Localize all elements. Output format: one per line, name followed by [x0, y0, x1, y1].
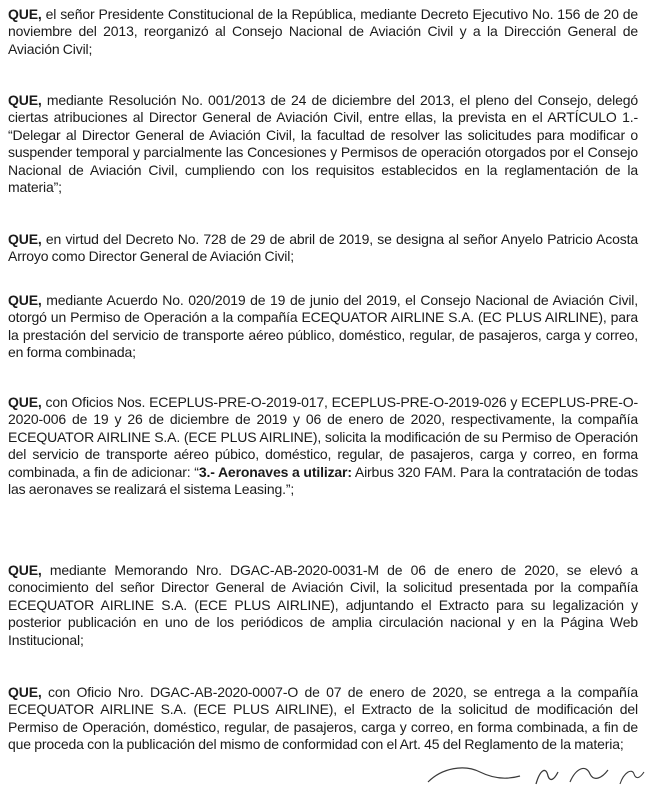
- paragraph-text: mediante Memorando Nro. DGAC-AB-2020-0031-M de 06 de enero de 2020, se elevó a conocimiento del señor Director General de Aviación Civil, la solicitud presentada por la compañía ECEQUATOR AIRLINE S.A. (ECE PLUS AIRLINE), adjuntando el Extracto para su legalización y posterior publicación en uno de los periódicos de amplia circulación nacional y en la Página Web Institucional;: [8, 562, 638, 648]
- paragraph-text: el señor Presidente Constitucional de la República, mediante Decreto Ejecutivo No. 156 de 20 de noviembre del 2013, reorganizó al Consejo Nacional de Aviación Civil y a la Dirección General de Aviación Civil;: [8, 6, 638, 57]
- paragraph-decreto-ejecutivo: [8, 6, 638, 58]
- paragraph-emphasis: 3.- Aeronaves a utilizar:: [198, 463, 352, 480]
- paragraph-lead: QUE,: [8, 292, 42, 308]
- paragraph-lead: QUE,: [8, 6, 42, 22]
- paragraph-text: en virtud del Decreto No. 728 de 29 de abril de 2019, se designa al señor Anyelo Patricio Acosta Arroyo como Director General de Aviación Civil;: [8, 231, 638, 265]
- paragraph-lead: QUE,: [8, 684, 42, 700]
- handwritten-signature: [420, 762, 649, 786]
- paragraph-memorando: [8, 562, 638, 649]
- paragraph-text: mediante Acuerdo No. 020/2019 de 19 de junio del 2019, el Consejo Nacional de Aviación Civil, otorgó un Permiso de Operación a la compañía ECEQUATOR AIRLINE S.A. (EC PLUS AIRLINE), para la prestación del servicio de transporte aéreo público, doméstico, regular, de pasajeros, carga y correo, en forma combinada;: [8, 292, 638, 361]
- paragraph-lead: QUE,: [8, 92, 42, 108]
- paragraph-text: mediante Resolución No. 001/2013 de 24 de diciembre del 2013, el pleno del Consejo, delegó ciertas atribuciones al Director General de Aviación Civil, entre ellas, la prevista en el ARTÍCULO 1.- “Delegar al Director General de Aviación Civil, la facultad de resolver las solicitudes para modificar o suspender temporal y parcialmente las Concesiones y Permisos de operación otorgados por el Consejo Nacional de Aviación Civil, cumpliendo con los requisitos establecidos en la reglamentación de la materia”;: [8, 92, 638, 196]
- paragraph-lead: QUE,: [8, 562, 42, 578]
- paragraph-tail: Airbus 320 FAM. Para la contratación de todas las aeronaves se realizará el sistema Leasing.”;: [8, 463, 639, 498]
- paragraph-resolucion-delegacion: [8, 92, 638, 196]
- paragraph-lead: QUE,: [8, 231, 42, 247]
- paragraph-text: con Oficio Nro. DGAC-AB-2020-0007-O de 07 de enero de 2020, se entrega a la compañía ECEQUATOR AIRLINE S.A. (ECE PLUS AIRLINE), el Extracto de la solicitud de modificación del Permiso de Operación, doméstico, regular, de pasajeros, carga y correo, en forma combinada, a fin de que proceda con la publicación del mismo de conformidad con el Art. 45 del Reglamento de la materia;: [8, 684, 638, 753]
- paragraph-acuerdo-permiso: [8, 292, 638, 362]
- paragraph-text: con Oficios Nos. ECEPLUS-PRE-O-2019-017, ECEPLUS-PRE-O-2019-026 y ECEPLUS-PRE-O-2020-006 de 19 y 26 de diciembre de 2019 y 06 de enero de 2020, respectivamente, la compañía ECEQUATOR AIRLINE S.A. (ECE PLUS AIRLINE), solicita la modificación de su Permiso de Operación del servicio de transporte aéreo púbico, doméstico, regular, de pasajeros, carga y correo, en forma combinada, a fin de adicionar: “: [8, 394, 638, 480]
- paragraph-oficios-solicitud: [8, 394, 638, 498]
- paragraph-lead: QUE,: [8, 394, 42, 410]
- paragraph-decreto-designacion: [8, 231, 638, 266]
- paragraph-oficio-extracto: [8, 684, 638, 754]
